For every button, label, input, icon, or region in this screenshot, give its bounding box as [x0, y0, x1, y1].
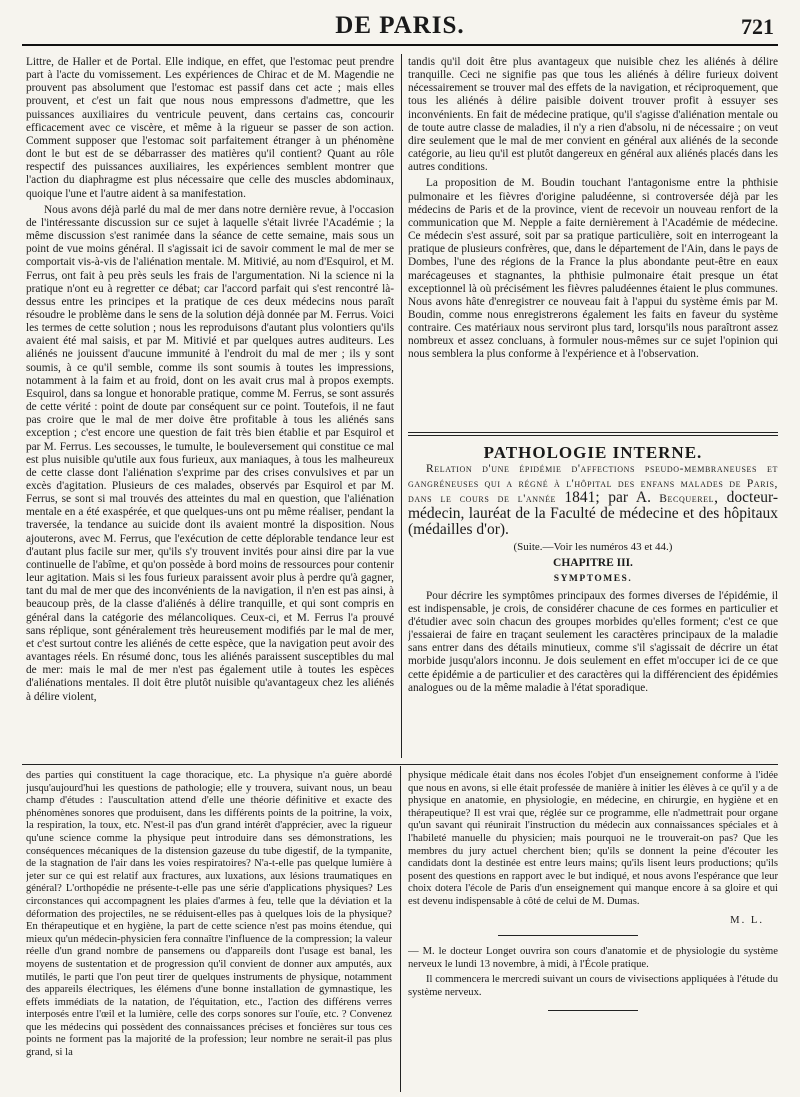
suite-note: (Suite.—Voir les numéros 43 et 44.)	[513, 541, 673, 554]
notice-paragraph: — M. le docteur Longet ouvrira son cours d'anatomie et de physiologie du système nerveux le lundi 13 novembre, à midi, à l'École pratique.	[408, 946, 778, 970]
relation-author: Becquerel	[659, 493, 715, 506]
section-divider	[408, 432, 778, 436]
article-paragraph: Nous avons déjà parlé du mal de mer dans notre dernière revue, à l'occasion de l'intéressante discussion sur ce sujet à laquelle s'était livrée l'Académie ; la même discussion s'est ranimée dans la séance de cette semaine, mais sous un point de vue moins général. Il s'agissait ici de savoir comment le mal de mer se comportait vis-à-vis de l'aliénation mentale. M. Mitivié, au nom d'Esquirol, et M. Ferrus, ont fait à peu près seuls les frais de l'argumentation. Ni la science ni la pratique n'ont eu à regretter ce débat; car l'accord parfait qui s'est rencontré là-dessus entre les principes et la pratique de ces deux médecins nous paraît résoudre le problème dans le sens de la solution déjà donnée par M. Ferrus. Voici les termes de cette solution ; nous les reproduisons d'autant plus volontiers qu'ils avaient été mal saisis, et par M. Mitivié et par quelques autres auditeurs. Les aliénés ne jouissent d'aucune immunité à l'endroit du mal de mer ; ils y sont soumis, à ce qu'il semble, comme ils sont soumis à toutes les impressions, notamment à la faim et au froid, dont on les avait crus mal à propos exempts. Esquirol, dans sa longue et honorable pratique, comme M. Ferrus, se sont assurés de cette vérité : point de doute par conséquent sur ce point. Toutefois, il ne faut pas croire que le mal de mer doive être profitable à tous les aliénés sans exception ; c'est encore une question de fait très bien établie et par Esquirol et par M. Ferrus. Les secousses, le tumulte, le bouleversement qui constitue ce mal est plus nuisible qu'utile aux fous furieux, aux maniaques, à tous les malheureux de cette classe dont l'aliénation s'exprime par des crises convulsives et par un excès d'agitation. Plusieurs de ces malades, observés par Esquirol et par M. Ferrus, se sont si mal trouvés des atteintes du mal en question, que l'aliénation mentale en a été exaspérée, et que quelques-uns ont pu même réaliser, pendant la traversée, la tendance au suicide dont ils avaient montré la disposition. Nous ajouterons, avec M. Ferrus, que l'exécution de cette déplorable tendance leur est d'autant plus facile sur mer, qu'ils s'y trouvent invités pour ainsi dire par la vue continuelle de l'abîme, et qu'on possède à bord moins de ressources pour contenir leur agitation. Mais si les fous furieux paraissent avoir plus à perdre qu'à gagner, tant du mal de mer que des inconvénients de la navigation, il n'en est pas ainsi, à beaucoup près, de la classe d'aliénés à délire tranquille, et qui sont compris en général dans la catégorie des mélancoliques. Ceux-ci, et M. Ferrus l'a prouvé sans réplique, sont généralement très heureusement modifiés par le mal de mer, et c'est surtout contre les aliénés de cette espèce, que la navigation peut avoir des avantages réels. En résumé donc, tous les aliénés paraissent susceptibles du mal de mer: mais le mal de mer n'est pas également utile à toutes les espèces d'aliénations mentales. Il doit être plutôt nuisible qu'avantageux chez les aliénés à délire violent,	[26, 203, 394, 703]
article-paragraph: physique médicale était dans nos écoles l'objet d'un enseignement conforme à l'idée que nous en avons, si elle était professée de manière à initier les élèves à ce qu'il y a de physique en anatomie, en physiologie, en médecine, en chirurgie, en hygiène et en thérapeutique? Il est vrai que, réglée sur ce programme, elle n'admettrait pour organe qu'un savant qui réunirait l'instruction du médecin aux connaissances spéciales et à l'habileté manuelle du physicien; mais pourquoi ne le trouverait-on pas? Que les membres du jury actuel cherchent bien; qu'ils se donnent la peine d'écouter les candidats dont la destinée est entre leurs mains; qu'ils lisent leurs productions; qu'ils posent des questions en rapport avec le but indiqué, et nous avons l'espérance que leur choix dotera l'école de Paris d'un enseignement qui manque encore à sa gloire et qui est devenu indispensable à côté de celui de M. Dumas.	[408, 770, 778, 907]
page-number: 721	[741, 14, 774, 39]
column-divider	[400, 766, 401, 1092]
chapter-subtitle: SYMPTOMES.	[553, 574, 633, 585]
feuilleton-divider	[22, 764, 778, 765]
top-left-column	[26, 56, 394, 758]
notice-paragraph: Il commencera le mercredi suivant un cours de vivisections appliquées à l'étude du système nerveux.	[408, 974, 778, 998]
closing-rule	[548, 1010, 638, 1011]
relation-year: 1841; par A.	[564, 489, 651, 507]
author-signature: M. L.	[730, 914, 764, 926]
relation-caps: Relation d'une épidémie d'affections pseudo-membraneuses et gangréneuses qui a régné à l'hôpital des enfans malades de Paris, dans le cours de l'année	[408, 463, 778, 506]
short-divider	[498, 935, 638, 936]
article-paragraph: des parties qui constituent la cage thoracique, etc. La physique n'a guère abordé jusqu'aujourd'hui les questions de pathologie; elle y trouvera, suivant nous, un beau champ d'études : l'auscultation attend d'elle une théorie définitive et exacte des phénomènes sonores que produisent, dans les différents points de la poitrine, la voix, la respiration, la toux, etc. N'est-il pas d'un grand intérêt d'apprécier, avec la rigueur qu'une science comme la physique peut introduire dans ses démonstrations, les conséquences mécaniques de la distension gazeuse du tube digestif, de la tympanite, de la stagnation de l'air dans les voies respiratoires? N'a-t-elle pas quelque lumière à jeter sur ce qui est relatif aux fractures, aux luxations, aux lésions traumatiques en général? L'orthopédie ne présente-t-elle pas une série d'applications physiques? Les circonstances qui accompagnent les plaies d'armes à feu, telle que la déviation et la déformation des projectiles, ne se réduisent-elles pas à quelques lois de la physique? En thérapeutique et en hygiène, la part de cette science n'est pas moins étendue, qui mieux qu'un médecin-physicien fera connaître l'influence de la compression; la valeur réelle d'un grand nombre de pansemens ou d'appareils dont l'usage est banal, les moyens de sustentation et de progression qu'il convient de donner aux amputés, aux mutilés, le parti que l'on peut tirer de quelques instruments de physique, notamment des appareils électriques, les élémens d'une bonne installation de gymnastique, les effets immédiats de la natation, de l'équitation, etc., l'action des différens verres interposés entre l'œil et la lumière, celle des corps sonores sur l'ouïe, etc. ? Convenez que les médecins qui possèdent des connaissances précises et foncières sur tous ces points ne forment pas la majorité de la profession; leur nombre ne serait-il pas plus grand, si la	[26, 770, 392, 1059]
top-right-column	[408, 56, 778, 426]
article-paragraph: Pour décrire les symptômes principaux des formes diverses de l'épidémie, il est indispensable, je crois, de considérer chacune de ces formes en particulier et d'étudier avec soin chacun des groupes morbides qu'elles forment; c'est ce que j'essaierai de faire en traçant seulement les caractères principaux de la maladie sans entrer dans des détails minutieux, comme s'il s'agissait de décrire un état morbide jusqu'alors inconnu. Je dois seulement en effet m'occuper ici de ce que cette épidémie a de particulier et des caractères qui la différencient des épidémies analogues ou de la même maladie à l'état sporadique.	[408, 589, 778, 694]
article-heading	[408, 462, 778, 538]
article-paragraph: Littre, de Haller et de Portal. Elle indique, en effet, que l'estomac peut prendre part à l'acte du vomissement. Les expériences de Chirac et de M. Magendie ne prouvent pas absolument que l'estomac est passif dans cet acte ; mais elles prouvent, et c'est un fait que nous nous empressons d'admettre, que les puissances auxiliaires du ventricule peuvent, dans certains cas, concourir efficacement avec ce viscère, et même à la rigueur se passer de son action. Comment supposer que l'estomac soit parfaitement étranger à un phénomène dont le but est de se débarrasser des matières qu'il contient? Quant au rôle respectif des puissances auxiliaires, les expériences semblent montrer que l'action du diaphragme est plus nécessaire que celle des muscles abdominaux, quoique l'une et l'autre aident à sa manifestation.	[26, 56, 394, 200]
chapter-title: CHAPITRE III.	[553, 557, 633, 570]
bottom-right-column	[408, 770, 778, 1092]
page-header	[22, 10, 778, 46]
page-title: DE PARIS.	[335, 12, 465, 39]
bottom-left-column	[26, 770, 392, 1092]
column-divider	[401, 54, 402, 758]
article-paragraph: tandis qu'il doit être plus avantageux que nuisible chez les aliénés à délire tranquille. Ceci ne signifie pas que tous les aliénés à délire furieux doivent nécessairement se trouver mal des effets de la navigation, et réciproquement, que tous les aliénés à délire paisible doivent trouver profit à essuyer ses inconvénients. En fait de médecine pratique, qu'il s'agisse d'aliénation mentale ou de toute autre classe de maladies, il n'y a rien d'absolu, ni de nécessaire ; on veut dire seulement que le mal de mer convient en général aux aliénés de la seconde catégorie, au lieu qu'il est plutôt dangereux en général aux aliénés placés dans les autres conditions.	[408, 56, 778, 174]
article-paragraph: La proposition de M. Boudin touchant l'antagonisme entre la phthisie pulmonaire et les fièvres d'origine paludéenne, si controversée déjà par les médecins de Paris et de la province, vient de recevoir un nouveau renfort de la communication que M. Nepple a faite dernièrement à l'Académie de médecine. Ce médecin s'est assuré, soit par sa pratique particulière, soit en interrogeant la pratique de plusieurs confrères, que, dans le département de l'Ain, dans le pays de Dombes, l'une des régions de la France la plus abondante peut-être en eaux marécageuses et stagnantes, la phthisie pulmonaire était presque un état exceptionnel là où précisément les fièvres paludéennes étaient le plus communes. Nous avons hâte d'enregistrer ce nouveau fait à l'appui du système émis par M. Boudin, comme nous enregistrerons également les faits en faveur du système contraire. Ces matériaux nous serviront plus tard, lorsqu'ils nous paraîtront assez nombreux et assez concluans, à formuler nous-mêmes sur ce sujet l'opinion qui nous semblera la plus conforme à l'expérience et à l'observation.	[408, 177, 778, 361]
relation-rest: , docteur-médecin, lauréat de la Faculté de médecine et des hôpitaux (médailles d'or).	[408, 489, 778, 538]
pathologie-section	[408, 446, 778, 758]
section-title: PATHOLOGIE INTERNE.	[483, 446, 703, 462]
